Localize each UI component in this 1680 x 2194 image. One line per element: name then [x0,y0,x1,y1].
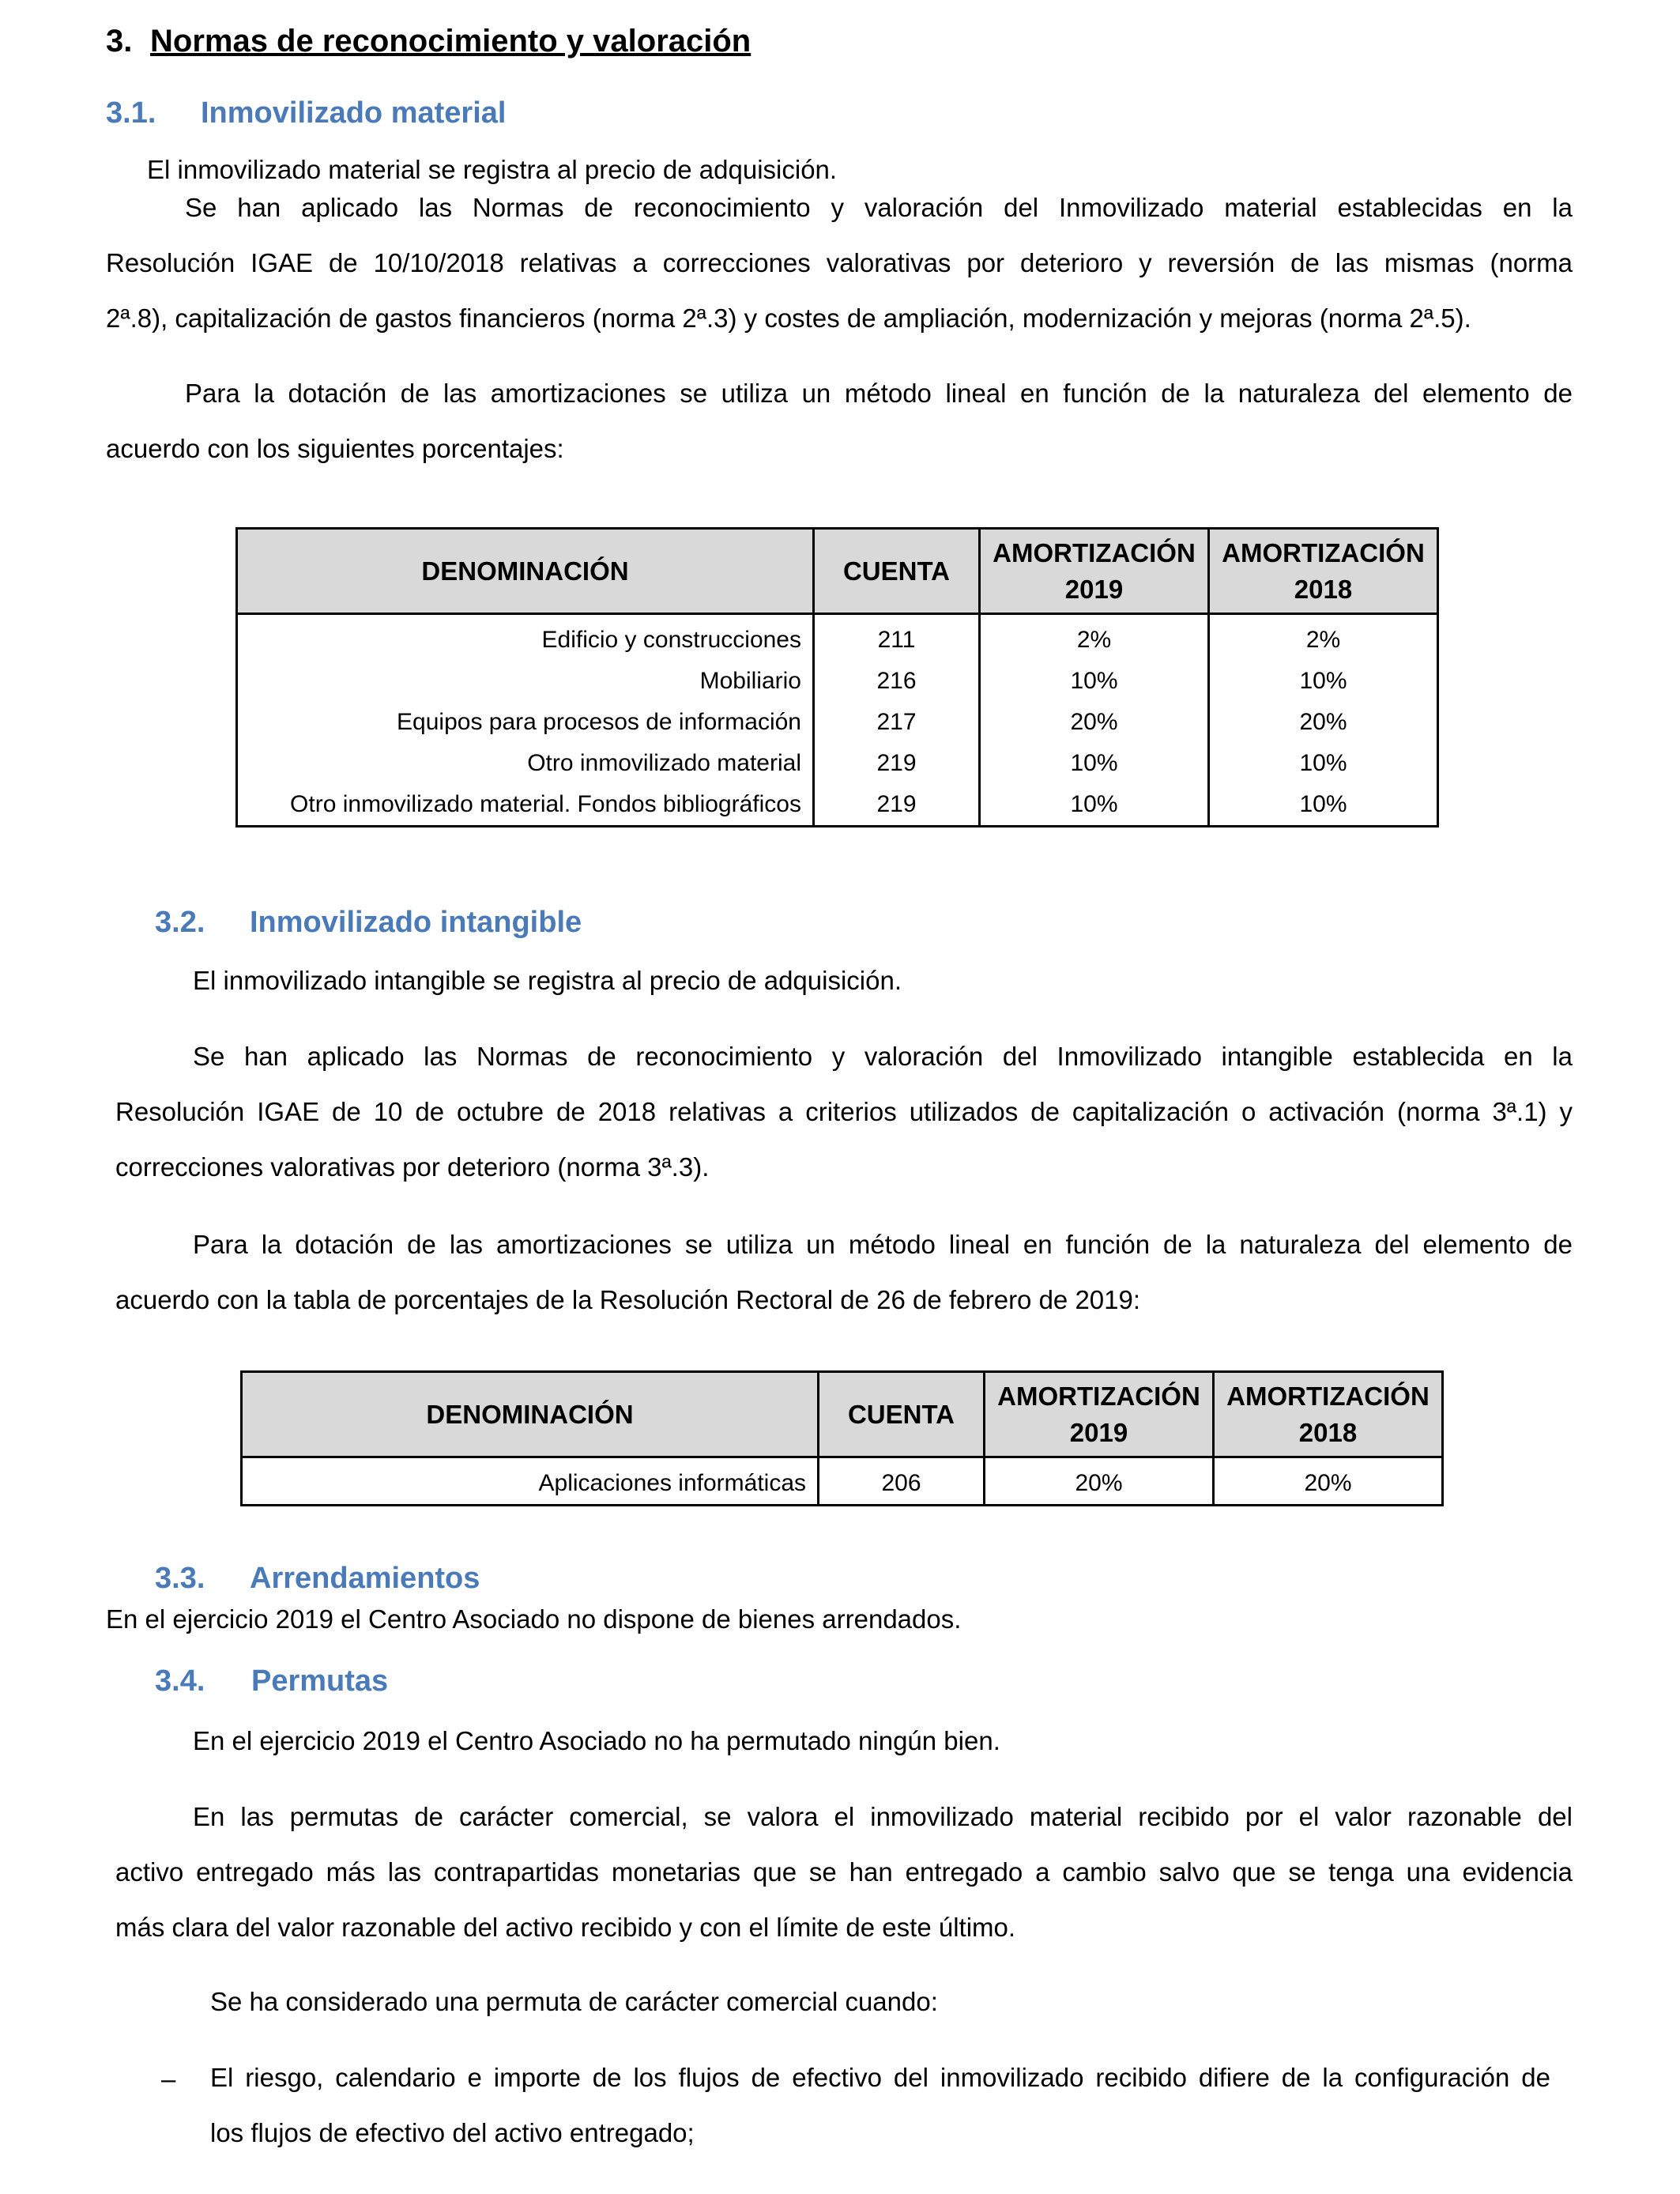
subsection-heading-3-4 [155,1664,708,1701]
paragraph-block [106,180,1573,346]
paragraph-line: Resolución IGAE de 10 de octubre de 2018 relativas a criterios utilizados de capitalización o activación (norma 3ª.1) y [115,1097,1573,1126]
paragraph: Se ha considerado una permuta de carácter comercial cuando: [210,1987,938,2016]
table-row: Otro inmovilizado material. Fondos bibliográficos 219 10% 10% [237,784,1438,827]
subsection-number: 3.4. [155,1664,205,1698]
paragraph-line: más clara del valor razonable del activo recibido y con el límite de este último. [115,1913,1016,1942]
section-number: 3. [106,24,133,58]
paragraph-line: activo entregado más las contrapartidas monetarias que se han entregado a cambio salvo que se tenga una evidencia [115,1857,1573,1887]
bullet-marker: – [161,2064,176,2094]
subsection-title: Inmovilizado material [201,96,507,130]
subsection-title: Permutas [251,1664,389,1698]
header-denominacion: DENOMINACIÓN [237,529,814,614]
subsection-heading-3-2 [155,906,708,942]
section-title: Normas de reconocimiento y valoración [150,24,751,58]
bullet-line: los flujos de efectivo del activo entregado; [210,2118,695,2147]
paragraph: El inmovilizado material se registra al precio de adquisición. [147,155,838,184]
paragraph-line: Se han aplicado las Normas de reconocimiento y valoración del Inmovilizado intangible establecida en la [193,1042,1573,1071]
paragraph-line: 2ª.8), capitalización de gastos financieros (norma 2ª.3) y costes de ampliación, modernización y mejoras (norma 2ª.5). [106,303,1471,333]
table-row: Mobiliario 216 10% 10% [237,661,1438,702]
subsection-title: Arrendamientos [250,1562,480,1595]
paragraph: En el ejercicio 2019 el Centro Asociado no ha permutado ningún bien. [193,1726,1000,1755]
header-cuenta: CUENTA [819,1372,985,1457]
paragraph-line: acuerdo con la tabla de porcentajes de la Resolución Rectoral de 26 de febrero de 2019: [115,1285,1141,1314]
paragraph-block [115,1217,1573,1328]
paragraph-line: Para la dotación de las amortizaciones se utiliza un método lineal en función de la naturaleza del elemento de [193,1230,1573,1259]
amortization-table-intangible [240,1370,1444,1506]
header-denominacion: DENOMINACIÓN [242,1372,819,1457]
paragraph-line: acuerdo con los siguientes porcentajes: [106,434,564,463]
paragraph-block [115,1029,1573,1195]
paragraph-line: Para la dotación de las amortizaciones se utiliza un método lineal en función de la naturaleza del elemento de [185,379,1573,408]
subsection-number: 3.1. [106,96,156,130]
paragraph-line: correcciones valorativas por deterioro (norma 3ª.3). [115,1152,710,1182]
header-amortizacion-2019: AMORTIZACIÓN 2019 [980,529,1209,614]
header-amortizacion-2019: AMORTIZACIÓN 2019 [985,1372,1214,1457]
paragraph-block [115,1789,1573,1955]
paragraph: El inmovilizado intangible se registra al precio de adquisición. [193,966,902,995]
table-row: Otro inmovilizado material 219 10% 10% [237,743,1438,784]
subsection-number: 3.2. [155,906,205,939]
subsection-number: 3.3. [155,1562,205,1595]
header-amortizacion-2018: AMORTIZACIÓN 2018 [1214,1372,1443,1457]
section-heading [106,24,751,59]
paragraph-line: Resolución IGAE de 10/10/2018 relativas a correcciones valorativas por deterioro y reversión de las mismas (norma [106,248,1573,277]
header-amortizacion-2018: AMORTIZACIÓN 2018 [1209,529,1438,614]
table-row: Equipos para procesos de información 217 20% 20% [237,702,1438,743]
table-row: Aplicaciones informáticas 206 20% 20% [242,1457,1443,1506]
subsection-title: Inmovilizado intangible [250,906,582,939]
subsection-heading-3-3 [155,1562,708,1598]
paragraph-line: Se han aplicado las Normas de reconocimiento y valoración del Inmovilizado material establecidas en la [185,193,1573,222]
header-cuenta: CUENTA [814,529,980,614]
bullet-item [210,2050,1550,2161]
paragraph-block [106,366,1573,477]
paragraph: En el ejercicio 2019 el Centro Asociado no dispone de bienes arrendados. [106,1604,962,1634]
table-row: Edificio y construcciones 211 2% 2% [237,614,1438,662]
amortization-table-material [235,527,1439,827]
bullet-line: El riesgo, calendario e importe de los flujos de efectivo del inmovilizado recibido difiere de la configuración de [210,2063,1550,2092]
subsection-heading-3-1 [106,96,659,133]
paragraph-line: En las permutas de carácter comercial, se valora el inmovilizado material recibido por el valor razonable del [193,1802,1573,1831]
